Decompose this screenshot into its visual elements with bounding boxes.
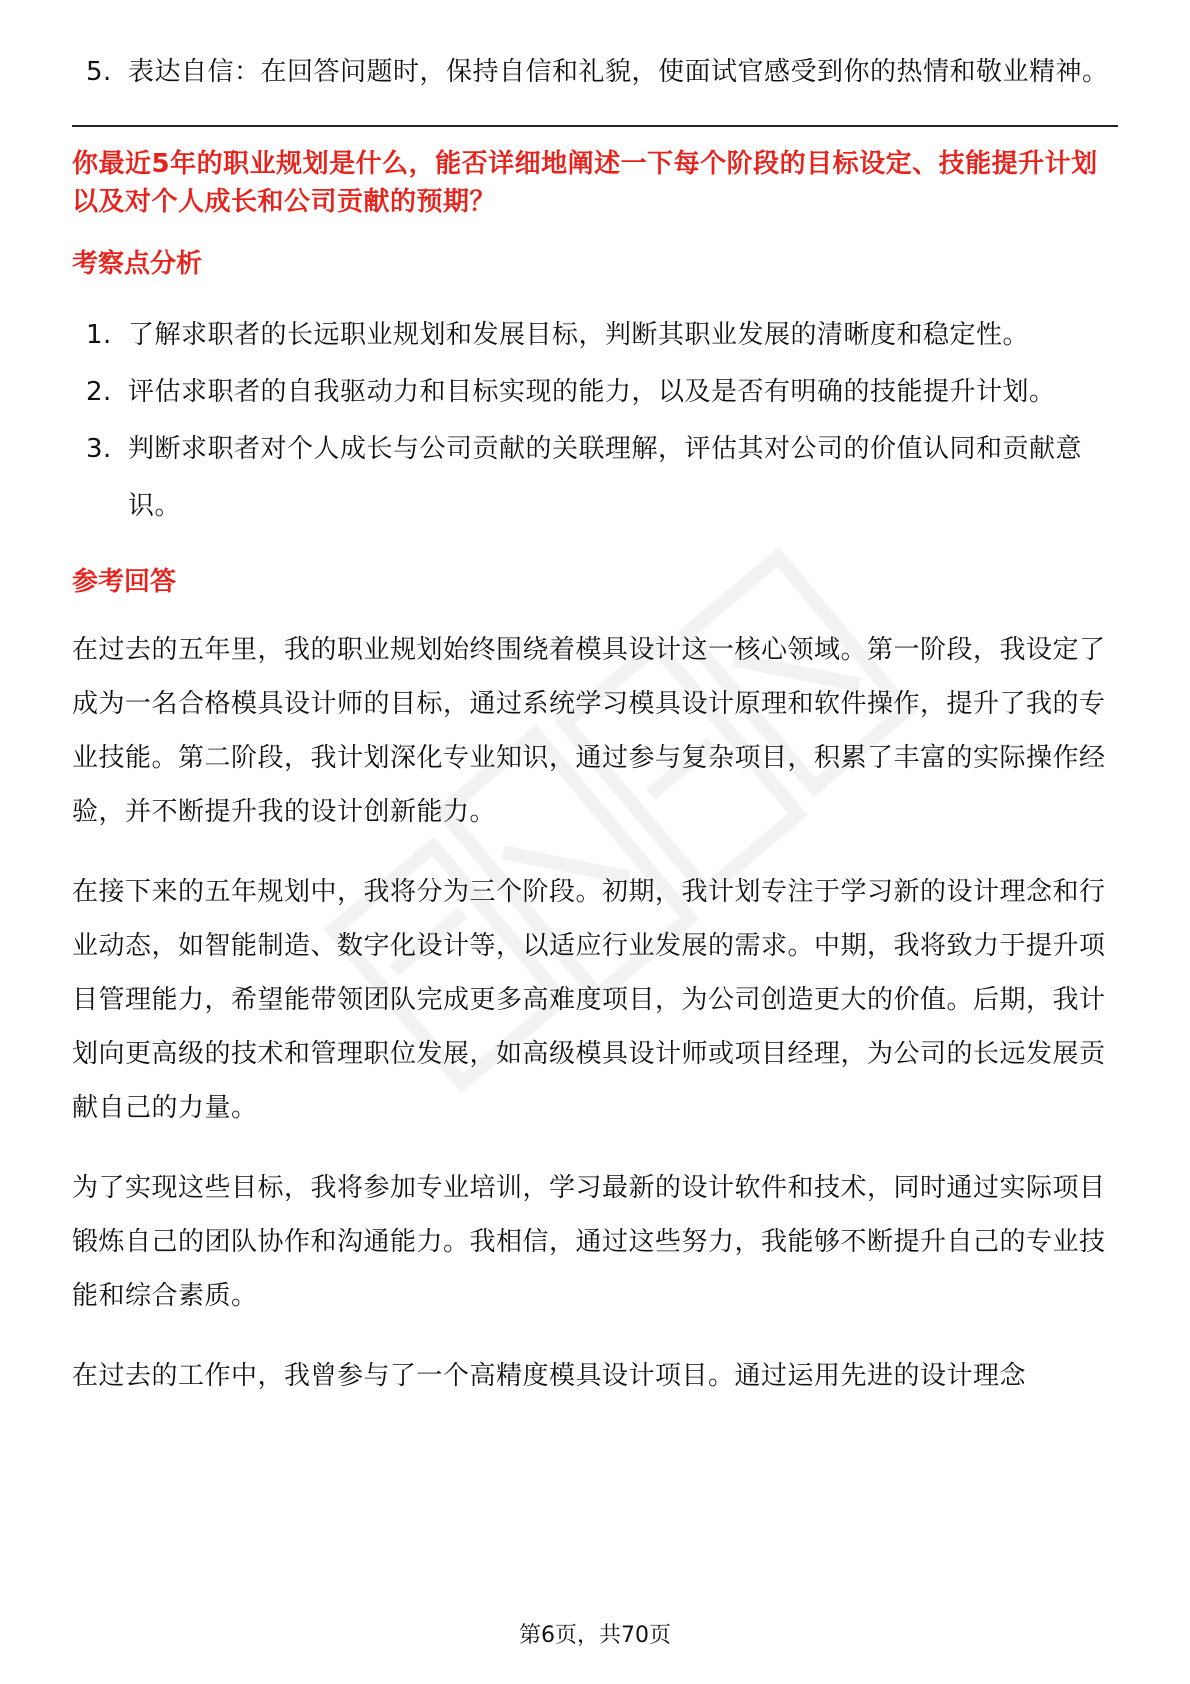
list-item-number: 3. — [86, 434, 112, 464]
list-item-number: 1. — [86, 320, 112, 350]
list-item-number: 5. — [86, 57, 112, 87]
list-item — [72, 307, 1118, 364]
answer-paragraph: 在过去的工作中，我曾参与了一个高精度模具设计项目。通过运用先进的设计理念 — [72, 1361, 1027, 1391]
page-number: 第6页，共70页 — [519, 1623, 671, 1648]
answer-title: 参考回答 — [72, 567, 177, 597]
list-item-text: 表达自信：在回答问题时，保持自信和礼貌，使面试官感受到你的热情和敬业精神。 — [128, 57, 1109, 87]
answer-paragraph: 为了实现这些目标，我将参加专业培训，学习最新的设计软件和技术，同时通过实际项目锻炼自己的团队协作和沟通能力。我相信，通过这些努力，我能够不断提升自己的专业技能和综合素质。 — [72, 1173, 1106, 1311]
list-item-text: 判断求职者对个人成长与公司贡献的关联理解，评估其对公司的价值认同和贡献意识。 — [128, 434, 1083, 521]
list-item-text: 评估求职者的自我驱动力和目标实现的能力，以及是否有明确的技能提升计划。 — [128, 377, 1056, 407]
answer-paragraph: 在过去的五年里，我的职业规划始终围绕着模具设计这一核心领域。第一阶段，我设定了成为一名合格模具设计师的目标，通过系统学习模具设计原理和软件操作，提升了我的专业技能。第二阶段，我计划深化专业知识，通过参与复杂项目，积累了丰富的实际操作经验，并不断提升我的设计创新能力。 — [72, 635, 1106, 827]
analysis-title: 考察点分析 — [72, 249, 203, 279]
answer-paragraph: 在接下来的五年规划中，我将分为三个阶段。初期，我计划专注于学习新的设计理念和行业动态，如智能制造、数字化设计等，以适应行业发展的需求。中期，我将致力于提升项目管理能力，希望能带领团队完成更多高难度项目，为公司创造更大的价值。后期，我计划向更高级的技术和管理职位发展，如高级模具设计师或项目经理，为公司的长远发展贡献自己的力量。 — [72, 877, 1106, 1123]
question-heading: 你最近5年的职业规划是什么，能否详细地阐述一下每个阶段的目标设定、技能提升计划以及对个人成长和公司贡献的预期？ — [72, 149, 1098, 217]
list-item — [72, 44, 1118, 101]
list-item — [72, 421, 1118, 535]
analysis-list — [72, 307, 1118, 535]
section-divider — [72, 125, 1118, 127]
page-content — [72, 44, 1118, 1403]
list-item — [72, 364, 1118, 421]
list-item-number: 2. — [86, 377, 112, 407]
list-item-text: 了解求职者的长远职业规划和发展目标，判断其职业发展的清晰度和稳定性。 — [128, 320, 1030, 350]
